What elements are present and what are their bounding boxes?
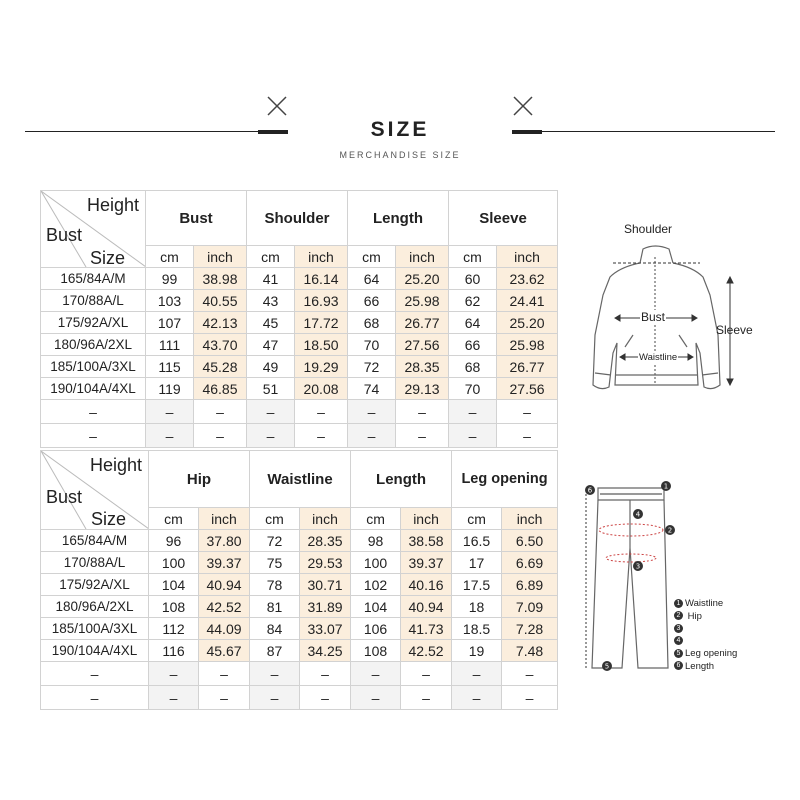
cross-icon-right	[512, 95, 534, 117]
legend-number: 3	[674, 624, 683, 633]
value-cell: 34.25	[300, 640, 351, 662]
value-cell: 18.50	[295, 334, 348, 356]
blank-cell: –	[348, 424, 396, 448]
pants-marker: 5	[604, 662, 610, 671]
blank-row	[41, 686, 558, 710]
value-cell: 17	[452, 552, 502, 574]
unit-header: cm	[250, 508, 300, 530]
size-label-cell: 190/104A/4XL	[41, 640, 149, 662]
value-cell: 20.08	[295, 378, 348, 400]
value-cell: 116	[149, 640, 199, 662]
legend-item	[674, 636, 737, 649]
unit-header: inch	[199, 508, 250, 530]
blank-cell: –	[401, 662, 452, 686]
value-cell: 28.35	[300, 530, 351, 552]
group-header: Leg opening	[452, 451, 558, 508]
table-row	[41, 618, 558, 640]
size-label-cell: 165/84A/M	[41, 530, 149, 552]
group-header: Length	[351, 451, 452, 508]
size-label-cell: 180/96A/2XL	[41, 596, 149, 618]
value-cell: 70	[348, 334, 396, 356]
value-cell: 81	[250, 596, 300, 618]
value-cell: 6.89	[502, 574, 558, 596]
value-cell: 68	[348, 312, 396, 334]
table-row	[41, 290, 558, 312]
value-cell: 6.69	[502, 552, 558, 574]
value-cell: 33.07	[300, 618, 351, 640]
value-cell: 115	[146, 356, 194, 378]
value-cell: 62	[449, 290, 497, 312]
unit-header: inch	[396, 246, 449, 268]
bottom-size-table	[40, 450, 558, 710]
value-cell: 78	[250, 574, 300, 596]
value-cell: 38.98	[194, 268, 247, 290]
table-row	[41, 640, 558, 662]
legend-number: 6	[674, 661, 683, 670]
pants-marker: 6	[587, 486, 593, 495]
blank-cell: –	[149, 686, 199, 710]
legend-label: Hip	[687, 610, 702, 622]
unit-header: inch	[497, 246, 558, 268]
value-cell: 41.73	[401, 618, 452, 640]
table-row	[41, 268, 558, 290]
blank-row	[41, 424, 558, 448]
legend-item	[674, 623, 737, 636]
value-cell: 98	[351, 530, 401, 552]
value-cell: 31.89	[300, 596, 351, 618]
pants-marker: 4	[635, 510, 641, 519]
value-cell: 40.55	[194, 290, 247, 312]
group-header: Shoulder	[247, 191, 348, 246]
value-cell: 16.5	[452, 530, 502, 552]
value-cell: 29.13	[396, 378, 449, 400]
value-cell: 112	[149, 618, 199, 640]
value-cell: 6.50	[502, 530, 558, 552]
unit-header: inch	[401, 508, 452, 530]
unit-header: inch	[300, 508, 351, 530]
blank-cell: –	[396, 400, 449, 424]
size-label-cell: 170/88A/L	[41, 552, 149, 574]
blank-cell: –	[502, 686, 558, 710]
value-cell: 25.20	[396, 268, 449, 290]
value-cell: 44.09	[199, 618, 250, 640]
blank-cell: –	[146, 400, 194, 424]
pants-marker: 2	[667, 526, 673, 535]
jacket-bust-label: Bust	[641, 310, 666, 324]
legend-number: 5	[674, 649, 683, 658]
blank-row	[41, 662, 558, 686]
size-label-cell: 190/104A/4XL	[41, 378, 146, 400]
value-cell: 26.77	[396, 312, 449, 334]
unit-header: cm	[247, 246, 295, 268]
value-cell: 43.70	[194, 334, 247, 356]
value-cell: 72	[250, 530, 300, 552]
blank-row	[41, 400, 558, 424]
cross-icon-left	[266, 95, 288, 117]
blank-cell: –	[41, 686, 149, 710]
blank-cell: –	[401, 686, 452, 710]
page-subtitle: MERCHANDISE SIZE	[339, 150, 461, 160]
blank-cell: –	[449, 424, 497, 448]
value-cell: 42.13	[194, 312, 247, 334]
blank-cell: –	[497, 400, 558, 424]
group-header: Hip	[149, 451, 250, 508]
size-label-cell: 175/92A/XL	[41, 574, 149, 596]
table-row	[41, 334, 558, 356]
size-label-cell: 170/88A/L	[41, 290, 146, 312]
pants-legend	[674, 598, 737, 673]
value-cell: 16.14	[295, 268, 348, 290]
value-cell: 42.52	[401, 640, 452, 662]
value-cell: 23.62	[497, 268, 558, 290]
blank-cell: –	[194, 424, 247, 448]
value-cell: 45.28	[194, 356, 247, 378]
blank-cell: –	[300, 662, 351, 686]
value-cell: 39.37	[401, 552, 452, 574]
blank-cell: –	[41, 662, 149, 686]
unit-header: cm	[146, 246, 194, 268]
bottom-table-body	[41, 530, 558, 662]
value-cell: 87	[250, 640, 300, 662]
group-header: Sleeve	[449, 191, 558, 246]
pants-icon	[578, 478, 678, 678]
unit-header: cm	[449, 246, 497, 268]
value-cell: 24.41	[497, 290, 558, 312]
corner-bust-label: Bust	[46, 487, 83, 507]
blank-cell: –	[149, 662, 199, 686]
legend-item	[674, 661, 737, 674]
group-header: Bust	[146, 191, 247, 246]
blank-cell: –	[41, 400, 146, 424]
unit-header: cm	[351, 508, 401, 530]
blank-cell: –	[449, 400, 497, 424]
blank-cell: –	[300, 686, 351, 710]
blank-cell: –	[194, 400, 247, 424]
table-row	[41, 552, 558, 574]
value-cell: 106	[351, 618, 401, 640]
value-cell: 51	[247, 378, 295, 400]
value-cell: 96	[149, 530, 199, 552]
jacket-icon	[575, 185, 770, 400]
value-cell: 40.16	[401, 574, 452, 596]
unit-header: inch	[502, 508, 558, 530]
value-cell: 27.56	[396, 334, 449, 356]
value-cell: 60	[449, 268, 497, 290]
table-row	[41, 574, 558, 596]
unit-header: inch	[194, 246, 247, 268]
group-header: Length	[348, 191, 449, 246]
value-cell: 100	[149, 552, 199, 574]
value-cell: 26.77	[497, 356, 558, 378]
legend-item	[674, 648, 737, 661]
value-cell: 68	[449, 356, 497, 378]
value-cell: 25.20	[497, 312, 558, 334]
value-cell: 37.80	[199, 530, 250, 552]
value-cell: 18	[452, 596, 502, 618]
value-cell: 108	[351, 640, 401, 662]
value-cell: 119	[146, 378, 194, 400]
value-cell: 66	[348, 290, 396, 312]
value-cell: 70	[449, 378, 497, 400]
legend-number: 1	[674, 599, 683, 608]
size-label-cell: 185/100A/3XL	[41, 618, 149, 640]
value-cell: 38.58	[401, 530, 452, 552]
blank-cell: –	[247, 400, 295, 424]
unit-header: cm	[452, 508, 502, 530]
blank-cell: –	[502, 662, 558, 686]
value-cell: 19	[452, 640, 502, 662]
corner-height-label: Height	[89, 455, 142, 475]
unit-header: cm	[149, 508, 199, 530]
value-cell: 49	[247, 356, 295, 378]
value-cell: 7.09	[502, 596, 558, 618]
value-cell: 104	[149, 574, 199, 596]
value-cell: 64	[449, 312, 497, 334]
blank-cell: –	[351, 686, 401, 710]
page-title: SIZE	[370, 118, 430, 141]
blank-cell: –	[295, 400, 348, 424]
pants-marker: 3	[635, 562, 641, 571]
corner-height-label: Height	[86, 195, 139, 215]
size-label-cell: 180/96A/2XL	[41, 334, 146, 356]
value-cell: 108	[149, 596, 199, 618]
pants-diagram	[578, 478, 678, 678]
value-cell: 43	[247, 290, 295, 312]
blank-cell: –	[199, 662, 250, 686]
value-cell: 45	[247, 312, 295, 334]
value-cell: 66	[449, 334, 497, 356]
legend-number: 2	[674, 611, 683, 620]
table-row	[41, 596, 558, 618]
pants-marker: 1	[663, 482, 669, 491]
value-cell: 19.29	[295, 356, 348, 378]
table-row	[41, 312, 558, 334]
size-label-cell: 165/84A/M	[41, 268, 146, 290]
value-cell: 84	[250, 618, 300, 640]
legend-number: 4	[674, 636, 683, 645]
blank-cell: –	[351, 662, 401, 686]
value-cell: 17.5	[452, 574, 502, 596]
blank-cell: –	[250, 686, 300, 710]
value-cell: 107	[146, 312, 194, 334]
size-label-cell: 175/92A/XL	[41, 312, 146, 334]
value-cell: 25.98	[396, 290, 449, 312]
legend-label: Leg opening	[685, 648, 738, 659]
blank-cell: –	[146, 424, 194, 448]
unit-header: cm	[348, 246, 396, 268]
blank-cell: –	[250, 662, 300, 686]
blank-cell: –	[497, 424, 558, 448]
value-cell: 103	[146, 290, 194, 312]
value-cell: 45.67	[199, 640, 250, 662]
jacket-shoulder-label: Shoulder	[624, 222, 673, 236]
value-cell: 25.98	[497, 334, 558, 356]
value-cell: 27.56	[497, 378, 558, 400]
value-cell: 17.72	[295, 312, 348, 334]
value-cell: 100	[351, 552, 401, 574]
blank-cell: –	[396, 424, 449, 448]
jacket-sleeve-label: Sleeve	[716, 323, 753, 337]
table-corner-header	[41, 451, 149, 530]
legend-item	[674, 611, 737, 624]
value-cell: 46.85	[194, 378, 247, 400]
legend-label: Length	[685, 660, 715, 672]
value-cell: 72	[348, 356, 396, 378]
jacket-diagram	[575, 185, 770, 400]
blank-cell: –	[295, 424, 348, 448]
value-cell: 40.94	[199, 574, 250, 596]
legend-label: Waistline	[685, 598, 724, 609]
value-cell: 39.37	[199, 552, 250, 574]
blank-cell: –	[41, 424, 146, 448]
group-header: Waistline	[250, 451, 351, 508]
value-cell: 102	[351, 574, 401, 596]
value-cell: 111	[146, 334, 194, 356]
table-row	[41, 356, 558, 378]
value-cell: 16.93	[295, 290, 348, 312]
table-row	[41, 378, 558, 400]
value-cell: 30.71	[300, 574, 351, 596]
corner-bust-label: Bust	[46, 225, 83, 245]
blank-cell: –	[348, 400, 396, 424]
blank-cell: –	[452, 686, 502, 710]
value-cell: 104	[351, 596, 401, 618]
value-cell: 7.48	[502, 640, 558, 662]
top-table-body	[41, 268, 558, 400]
blank-cell: –	[247, 424, 295, 448]
value-cell: 75	[250, 552, 300, 574]
size-label-cell: 185/100A/3XL	[41, 356, 146, 378]
legend-item	[674, 598, 737, 611]
value-cell: 7.28	[502, 618, 558, 640]
corner-size-label: Size	[90, 248, 126, 268]
value-cell: 47	[247, 334, 295, 356]
value-cell: 74	[348, 378, 396, 400]
value-cell: 29.53	[300, 552, 351, 574]
top-size-table	[40, 190, 558, 448]
blank-cell: –	[199, 686, 250, 710]
blank-cell: –	[452, 662, 502, 686]
jacket-waistline-label: Waistline	[639, 352, 678, 363]
unit-header: inch	[295, 246, 348, 268]
value-cell: 18.5	[452, 618, 502, 640]
value-cell: 42.52	[199, 596, 250, 618]
table-row	[41, 530, 558, 552]
value-cell: 40.94	[401, 596, 452, 618]
value-cell: 28.35	[396, 356, 449, 378]
corner-size-label: Size	[91, 509, 127, 529]
value-cell: 41	[247, 268, 295, 290]
value-cell: 99	[146, 268, 194, 290]
table-corner-header	[41, 191, 146, 268]
value-cell: 64	[348, 268, 396, 290]
